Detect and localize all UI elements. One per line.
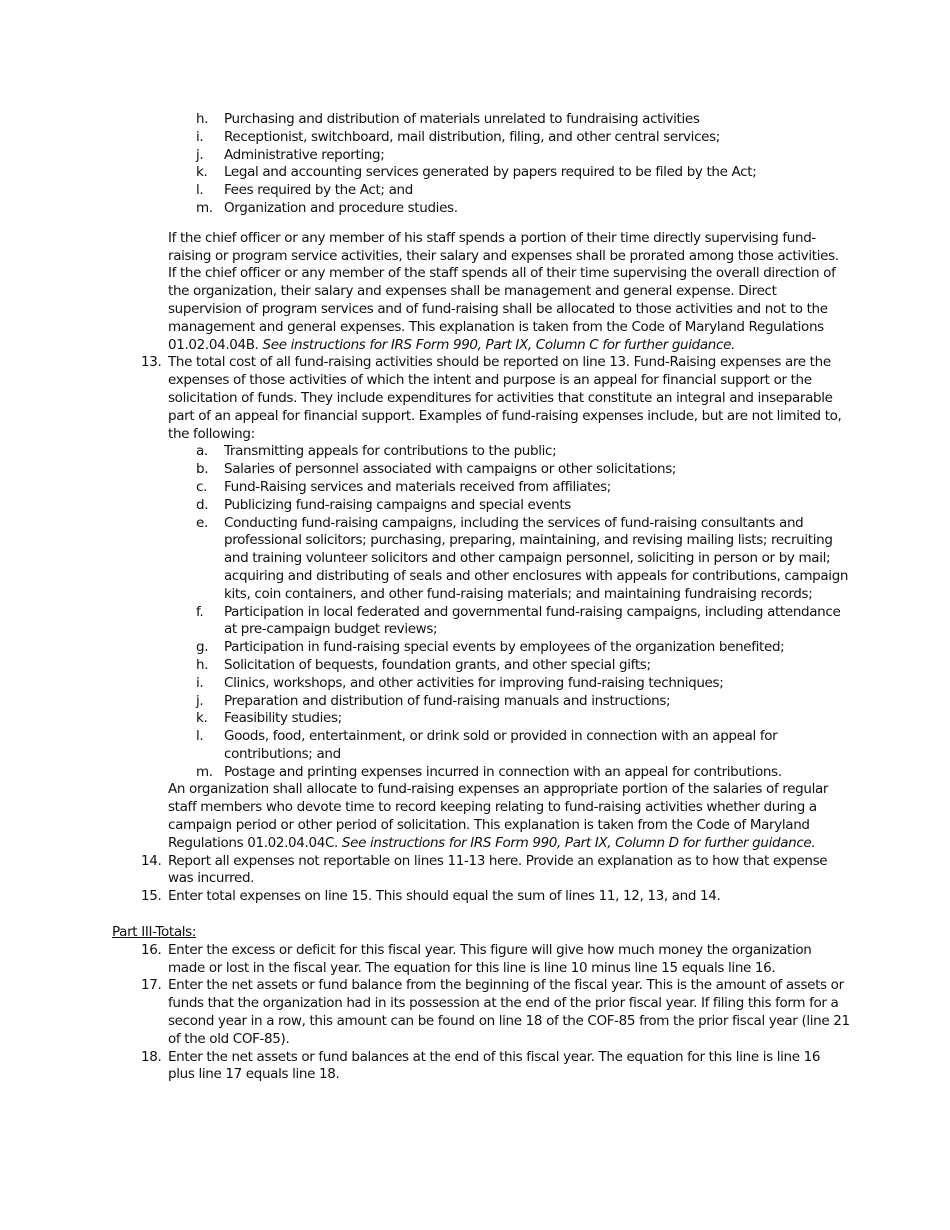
part3-heading: Part III-Totals: [112,924,197,941]
list-item [0,461,950,479]
item-marker: a. [196,443,208,460]
list-items-14-15 [0,853,950,906]
list-item [0,657,950,675]
item-text: The total cost of all fund-raising activities should be reported on line 13. Fund-Raising expenses are the expenses of those activities of which the intent and purpose is an appeal for financial support or the solicitation of funds. They include expenditures for activities that constitute an integral and inseparable part of an appeal for financial support. Examples of fund-raising expenses include, but are not limited to, the following: [168,354,842,442]
item-text: Preparation and distribution of fund-raising manuals and instructions; [224,692,671,709]
item-13 [0,354,950,443]
item-text: Fees required by the Act; and [224,182,413,199]
item-text: Participation in fund-raising special events by employees of the organization benefited; [224,639,785,656]
list-item [0,129,950,147]
document-page [0,111,950,1084]
item-marker: 15. [141,888,162,905]
list-item [0,443,950,461]
item-text: Transmitting appeals for contributions to the public; [224,443,557,460]
item-text: Purchasing and distribution of materials unrelated to fundraising activities [224,111,700,127]
item-text: Postage and printing expenses incurred in connection with an appeal for contributions. [224,763,782,780]
list-item [0,147,950,165]
item-marker: 16. [141,941,162,958]
list-item [0,764,950,782]
item-marker: h. [196,656,209,673]
item-marker: l. [196,728,204,745]
item-marker: m. [196,763,213,780]
list-item [0,639,950,657]
list-fundraising-expenses [0,443,950,781]
list-item [0,515,950,604]
item-text: Fund-Raising services and materials received from affiliates; [224,478,611,495]
item-marker: d. [196,496,209,513]
item-text: Receptionist, switchboard, mail distribution, filing, and other central services; [224,128,720,145]
item-text: Enter the net assets or fund balance from the beginning of the fiscal year. This is the amount of assets or funds that the organization had in its possession at the end of the prior fiscal year. If filing this form for a second year in a row, this amount can be found on line 18 of the COF-85 from the prior fiscal year (line 21 of the old COF-85). [168,977,850,1047]
list-item [0,710,950,728]
item-text: Conducting fund-raising campaigns, including the services of fund-raising consultants and professional solicitors; purchasing, preparing, maintaining, and revising mailing lists; recruiting and training volunteer solicitors and other campaign personnel, soliciting in person or by mail; acquiring and distributing of seals and other enclosures with appeals for contributions, campaign kits, coin containers, and other fund-raising materials; and maintaining fundraising records; [224,514,849,602]
item-text: Feasibility studies; [224,710,342,727]
item-marker: 18. [141,1048,162,1065]
item-marker: f. [196,603,204,620]
item-marker: m. [196,199,213,216]
item-marker: l. [196,182,204,199]
paragraph-allocation-guidance: See instructions for IRS Form 990, Part IX, Column D for further guidance. [341,834,816,851]
list-item [0,728,950,764]
item-text: Salaries of personnel associated with campaigns or other solicitations; [224,461,677,478]
item-marker: i. [196,674,204,691]
item-marker: e. [196,514,208,531]
item-text: Administrative reporting; [224,146,385,163]
item-text: Clinics, workshops, and other activities for improving fund-raising techniques; [224,674,724,691]
item-text: Publicizing fund-raising campaigns and special events [224,496,571,513]
item-text: Enter the net assets or fund balances at the end of this fiscal year. The equation for this line is line 16 plus line 17 equals line 18. [168,1048,821,1083]
item-text: Enter total expenses on line 15. This should equal the sum of lines 11, 12, 13, and 14. [168,888,721,905]
list-item [0,1049,950,1085]
list-item [0,164,950,182]
list-item [0,200,950,218]
item-text: Enter the excess or deficit for this fiscal year. This figure will give how much money the organization made or lost in the fiscal year. The equation for this line is line 10 minus line 15 equals line 16. [168,941,812,976]
item-marker: c. [196,478,208,495]
item-marker: 13. [141,354,162,371]
item-text: Report all expenses not reportable on lines 11-13 here. Provide an explanation as to how that expense was incurred. [168,852,828,887]
paragraph-chief-officer-text: If the chief officer or any member of his staff spends a portion of their time directly supervising fund-raising or program service activities, their salary and expenses shall be prorated among those activities. If the chief officer or any member of the staff spends all of their time supervising the overall direction of the organization, their salary and expenses shall be management and general expense. Direct supervision of program services and of fund-raising shall be allocated to those activities and not to the management and general expenses. This explanation is taken from the Code of Maryland Regulations 01.02.04.04B. [168,229,839,353]
list-item [0,497,950,515]
item-marker: j. [196,692,204,709]
list-item [0,182,950,200]
item-marker: i. [196,128,204,145]
item-marker: 17. [141,977,162,994]
item-text: Organization and procedure studies. [224,199,458,216]
list-item [0,853,950,889]
item-text: Participation in local federated and governmental fund-raising campaigns, including attendance at pre-campaign budget reviews; [224,603,841,638]
item-marker: k. [196,164,208,181]
item-text: Solicitation of bequests, foundation grants, and other special gifts; [224,656,651,673]
item-marker: k. [196,710,208,727]
paragraph-allocation-text: An organization shall allocate to fund-raising expenses an appropriate portion of the salaries of regular staff members who devote time to record keeping relating to fund-raising activities whether during a campaign period or other period of solicitation. This explanation is taken from the Code of Maryland Regulations 01.02.04.04C. [168,781,829,851]
item-text: Legal and accounting services generated by papers required to be filed by the Act; [224,164,757,181]
paragraph-chief-officer-guidance: See instructions for IRS Form 990, Part IX, Column C for further guidance. [262,336,735,353]
list-management-expenses [0,111,950,218]
list-item [0,888,950,906]
list-item [0,111,950,129]
list-item [0,693,950,711]
list-item [0,942,950,978]
list-item [0,479,950,497]
list-item [0,675,950,693]
item-marker: j. [196,146,204,163]
item-marker: h. [196,111,209,127]
paragraph-allocation [0,781,950,852]
paragraph-chief-officer [0,230,950,355]
item-marker: b. [196,461,209,478]
list-item [0,977,950,1048]
list-item [0,604,950,640]
list-items-16-18 [0,942,950,1084]
item-marker: g. [196,639,209,656]
item-text: Goods, food, entertainment, or drink sold or provided in connection with an appeal for contributions; and [224,728,778,762]
item-marker: 14. [141,852,162,869]
